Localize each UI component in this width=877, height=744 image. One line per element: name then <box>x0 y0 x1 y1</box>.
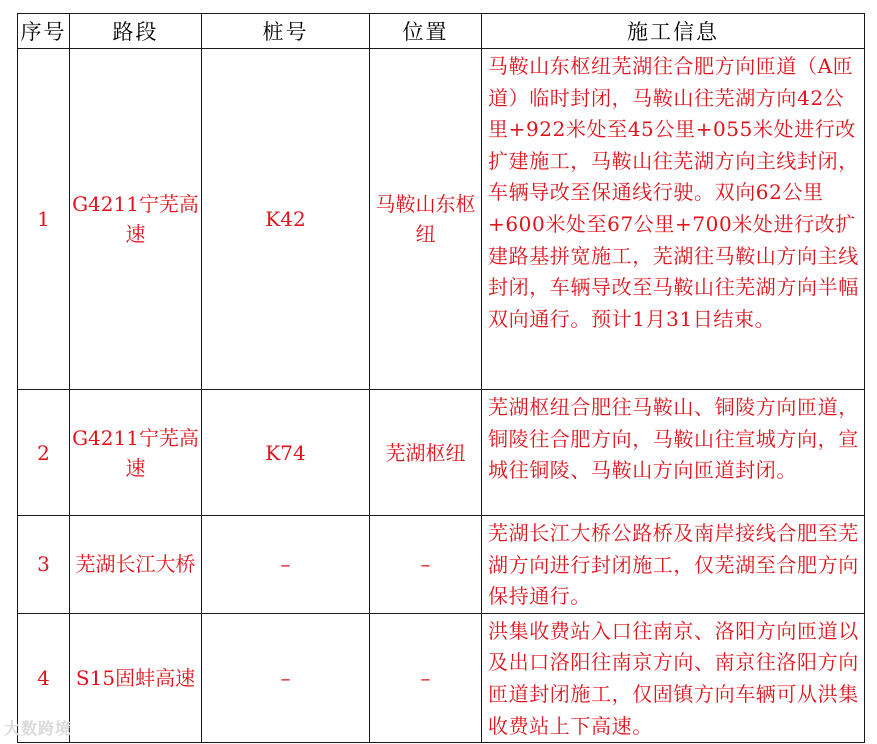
table-row <box>18 613 865 742</box>
row-stake: – <box>202 613 370 742</box>
row-info: 洪集收费站入口往南京、洛阳方向匝道以及出口洛阳往南京方向、南京往洛阳方向匝道封闭施工，仅固镇方向车辆可从洪集收费站上下高速。 <box>482 613 865 742</box>
row-info: 芜湖枢纽合肥往马鞍山、铜陵方向匝道，铜陵往合肥方向，马鞍山往宣城方向，宣城往铜陵、马鞍山方向匝道封闭。 <box>482 390 865 516</box>
table-row <box>18 390 865 516</box>
header-stake: 桩号 <box>202 14 370 49</box>
watermark-logo <box>4 716 72 739</box>
row-stake: K74 <box>202 390 370 516</box>
row-route: G4211宁芜高速 <box>70 49 202 390</box>
row-route: S15固蚌高速 <box>70 613 202 742</box>
watermark-text: 大数跨境 <box>4 719 73 738</box>
row-location: 马鞍山东枢纽 <box>370 49 482 390</box>
row-route: G4211宁芜高速 <box>70 390 202 516</box>
table-row <box>18 49 865 390</box>
header-info: 施工信息 <box>482 14 865 49</box>
table-header-row <box>18 14 865 49</box>
row-seq: 1 <box>18 49 70 390</box>
row-location: 芜湖枢纽 <box>370 390 482 516</box>
row-info: 马鞍山东枢纽芜湖往合肥方向匝道（A匝道）临时封闭，马鞍山往芜湖方向42公里+922米处至45公里+055米处进行改扩建施工，马鞍山往芜湖方向主线封闭，车辆导改至保通线行驶。双向62公里+600米处至67公里+700米处进行改扩建路基拼宽施工，芜湖往马鞍山方向主线封闭，车辆导改至马鞍山往芜湖方向半幅双向通行。预计1月31日结束。 <box>482 49 865 390</box>
header-location: 位置 <box>370 14 482 49</box>
row-stake: K42 <box>202 49 370 390</box>
row-location: – <box>370 516 482 614</box>
row-seq: 4 <box>18 613 70 742</box>
row-seq: 2 <box>18 390 70 516</box>
row-seq: 3 <box>18 516 70 614</box>
row-stake: – <box>202 516 370 614</box>
row-info: 芜湖长江大桥公路桥及南岸接线合肥至芜湖方向进行封闭施工，仅芜湖至合肥方向保持通行。 <box>482 516 865 614</box>
header-route: 路段 <box>70 14 202 49</box>
header-seq: 序号 <box>18 14 70 49</box>
construction-info-table <box>17 13 865 743</box>
table-row <box>18 516 865 614</box>
row-route: 芜湖长江大桥 <box>70 516 202 614</box>
row-location: – <box>370 613 482 742</box>
